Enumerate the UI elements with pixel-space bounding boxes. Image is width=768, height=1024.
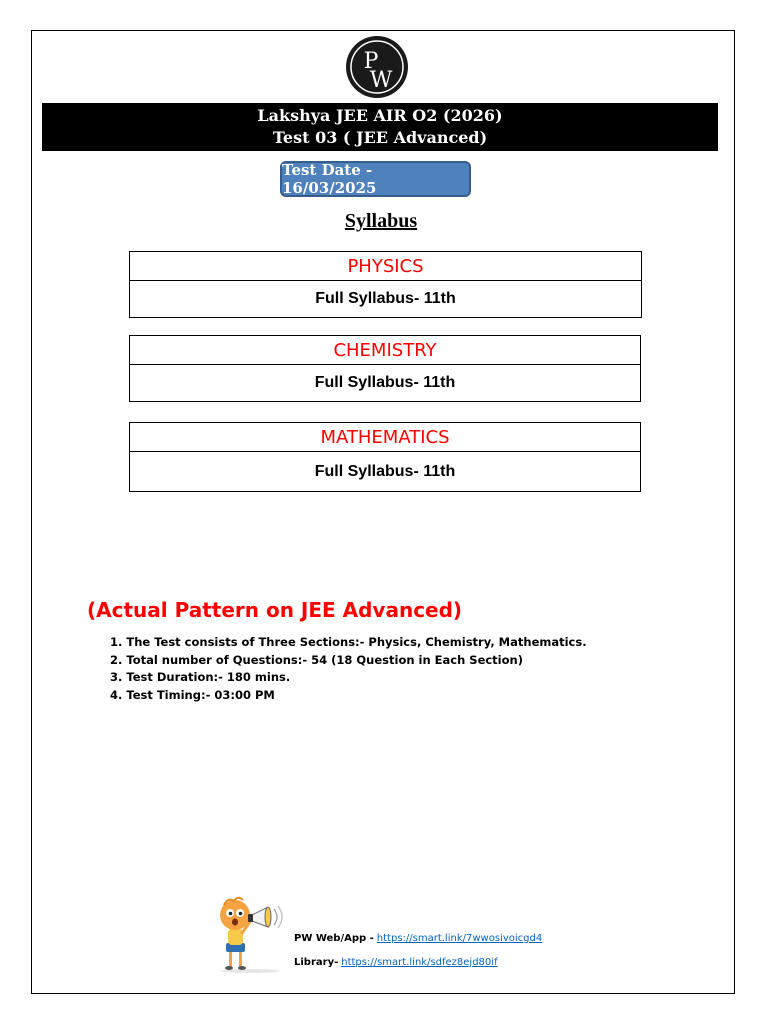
test-date-badge: Test Date - 16/03/2025 <box>280 161 471 197</box>
link-label: PW Web/App - <box>294 933 374 944</box>
subject-name: MATHEMATICS <box>130 423 640 452</box>
subject-syllabus: Full Syllabus- 11th <box>315 290 456 307</box>
pw-logo-icon <box>345 35 409 99</box>
subject-box-mathematics <box>129 422 641 492</box>
list-item: 4. Test Timing:- 03:00 PM <box>110 687 275 702</box>
title-line-1: Lakshya JEE AIR O2 (2026) <box>257 106 503 125</box>
subject-name: CHEMISTRY <box>130 336 640 365</box>
logo-letter-p: P <box>363 49 379 74</box>
title-band <box>42 103 718 151</box>
link-row-library <box>294 956 542 969</box>
list-item: 1. The Test consists of Three Sections:- Physics, Chemistry, Mathematics. <box>110 635 587 649</box>
library-link[interactable]: https://smart.link/sdfez8ejd80if <box>341 957 498 968</box>
subject-name: PHYSICS <box>130 252 641 281</box>
megaphone-mascot-icon <box>212 895 288 973</box>
subject-box-physics <box>129 251 642 318</box>
subject-syllabus: Full Syllabus- 11th <box>314 462 456 480</box>
subject-box-chemistry <box>129 335 641 402</box>
rules-list <box>110 634 587 704</box>
list-item: 3. Test Duration:- 180 mins. <box>110 670 291 684</box>
link-row-webapp <box>294 932 542 945</box>
logo-letter-w: W <box>369 68 393 93</box>
subject-syllabus: Full Syllabus- 11th <box>314 374 456 391</box>
link-label: Library- <box>294 957 339 968</box>
syllabus-heading: Syllabus <box>344 210 418 232</box>
footer-links <box>294 932 542 969</box>
title-line-2: Test 03 ( JEE Advanced) <box>272 128 488 147</box>
list-item: 2. Total number of Questions:- 54 (18 Question in Each Section) <box>110 652 523 667</box>
webapp-link[interactable]: https://smart.link/7wwosivoicgd4 <box>376 933 543 944</box>
pattern-heading: (Actual Pattern on JEE Advanced) <box>87 598 463 622</box>
